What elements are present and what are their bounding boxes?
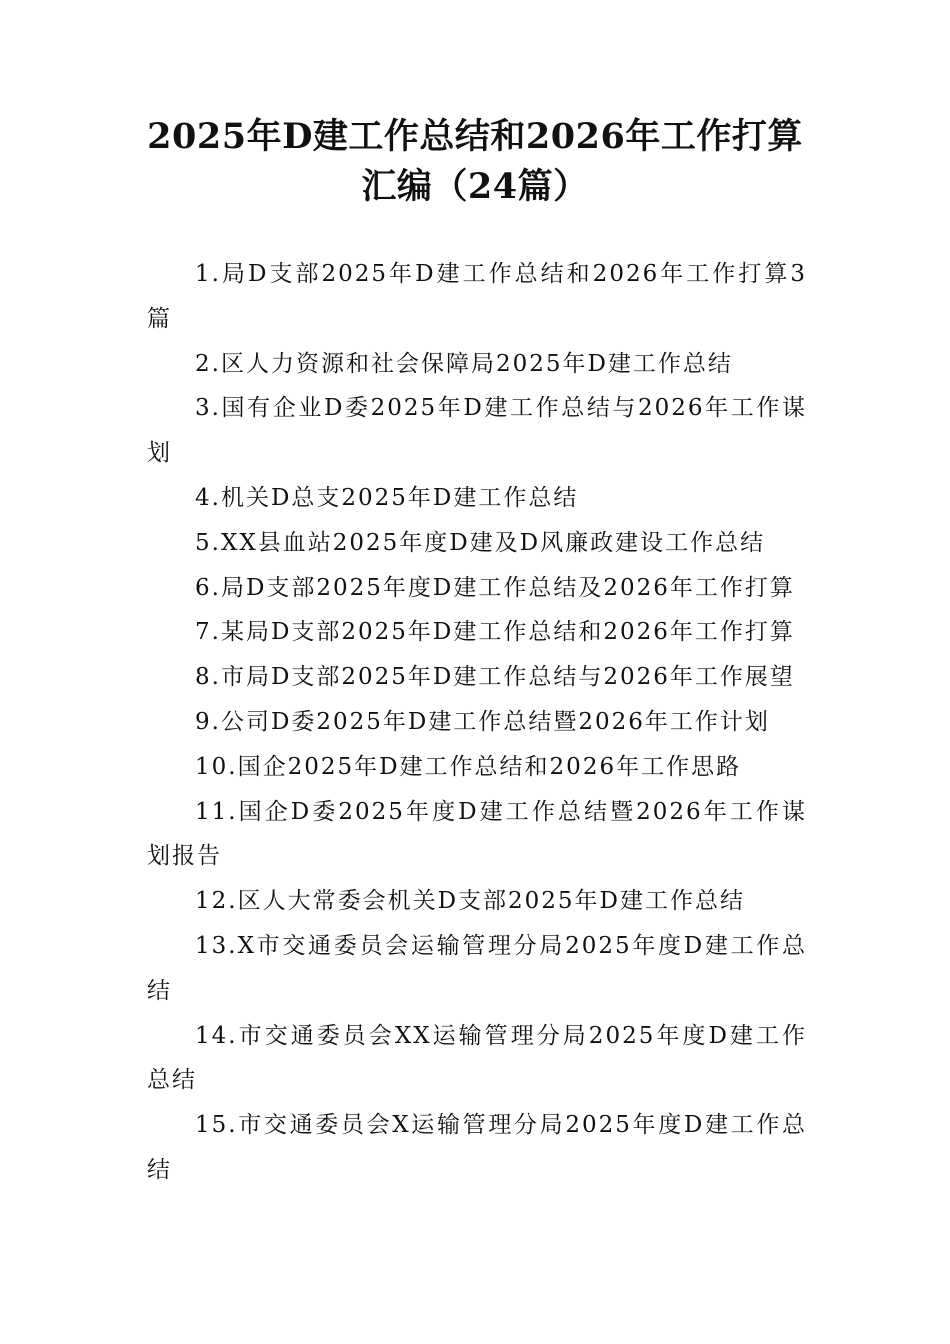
toc-item-11: 11.国企D委2025年度D建工作总结暨2026年工作谋划报告 — [147, 798, 807, 870]
toc-item-5: 5.XX县血站2025年度D建及D风廉政建设工作总结 — [195, 529, 766, 556]
toc-item-14: 14.市交通委员会XX运输管理分局2025年度D建工作总结 — [147, 1022, 807, 1094]
toc-item-10: 10.国企2025年D建工作总结和2026年工作思路 — [195, 753, 742, 780]
toc-item-7: 7.某局D支部2025年D建工作总结和2026年工作打算 — [195, 619, 795, 646]
toc-item-13: 13.X市交通委员会运输管理分局2025年度D建工作总结 — [147, 932, 807, 1004]
toc-item-8: 8.市局D支部2025年D建工作总结与2026年工作展望 — [195, 664, 795, 691]
toc-item-2: 2.区人力资源和社会保障局2025年D建工作总结 — [195, 350, 733, 377]
toc-item-15: 15.市交通委员会X运输管理分局2025年度D建工作总结 — [147, 1112, 807, 1183]
toc-item-6: 6.局D支部2025年度D建工作总结及2026年工作打算 — [195, 574, 795, 601]
toc-item-12: 12.区人大常委会机关D支部2025年D建工作总结 — [195, 888, 745, 915]
toc-item-1: 1.局D支部2025年D建工作总结和2026年工作打算3篇 — [147, 261, 807, 332]
toc-item-4: 4.机关D总支2025年D建工作总结 — [195, 484, 579, 511]
toc-item-3: 3.国有企业D委2025年D建工作总结与2026年工作谋划 — [147, 395, 807, 467]
document-title: 2025年D建工作总结和2026年工作打算汇编（24篇） — [147, 116, 803, 207]
toc-item-9: 9.公司D委2025年D建工作总结暨2026年工作计划 — [195, 708, 770, 735]
table-of-contents — [147, 252, 807, 1193]
